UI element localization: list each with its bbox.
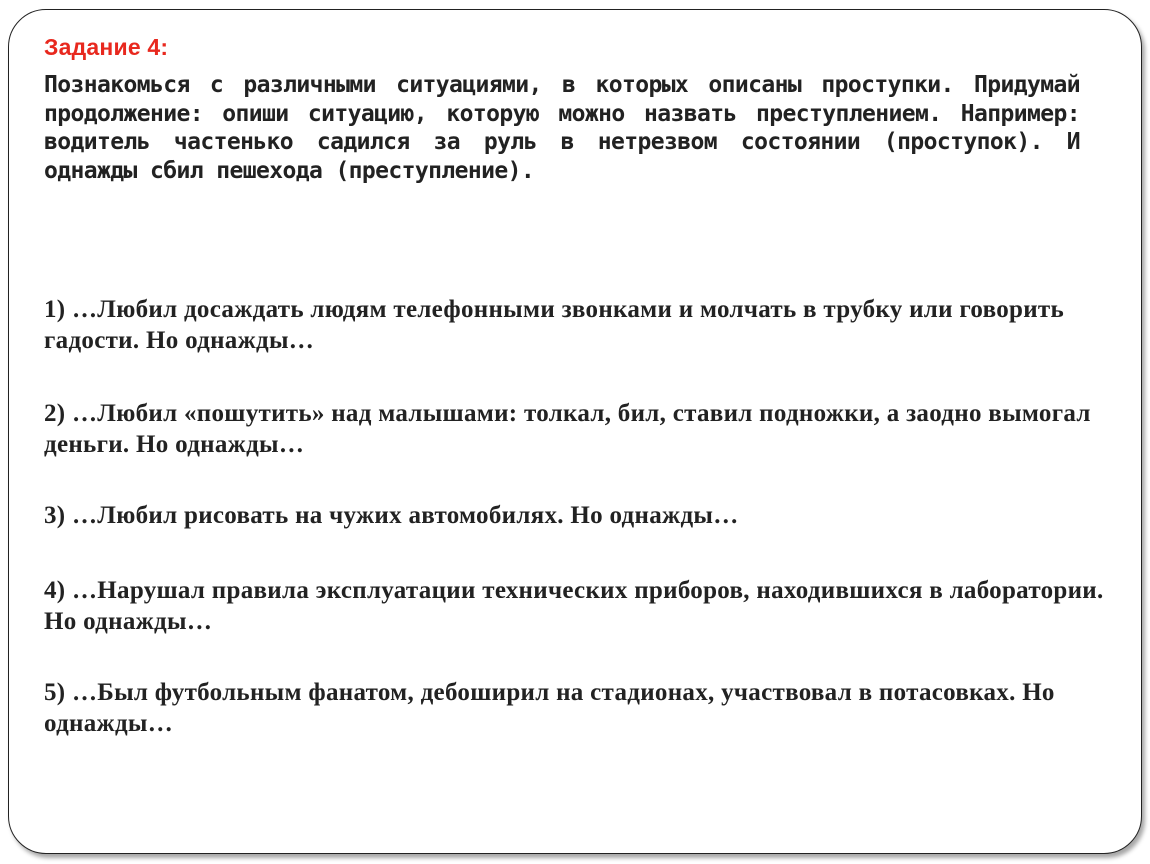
situation-item-3: 3) …Любил рисовать на чужих автомобилях. Но однажды… — [44, 502, 739, 529]
task-instructions: Познакомься с различными ситуациями, в которых описаны проступки. Придумай продолжение: опиши ситуацию, которую можно назвать преступлением. Например: водитель частенько садился за руль в нетрезвом состоянии (проступок). И однажды сбил пешехода (преступление). — [44, 72, 1080, 184]
situation-item-5: 5) …Был футбольным фанатом, дебоширил на стадионах, участвовал в потасовках. Но однажды… — [44, 679, 1055, 737]
situation-item-2: 2) …Любил «пошутить» над малышами: толкал, бил, ставил подножки, а заодно вымогал деньги. Но однажды… — [44, 400, 1091, 458]
situation-item-1: 1) …Любил досаждать людям телефонными звонками и молчать в трубку или говорить гадости. Но однажды… — [44, 296, 1065, 354]
situation-item-4: 4) …Нарушал правила эксплуатации технических приборов, находившихся в лаборатории. Но однажды… — [44, 577, 1104, 635]
task-title: Задание 4: — [44, 34, 169, 60]
